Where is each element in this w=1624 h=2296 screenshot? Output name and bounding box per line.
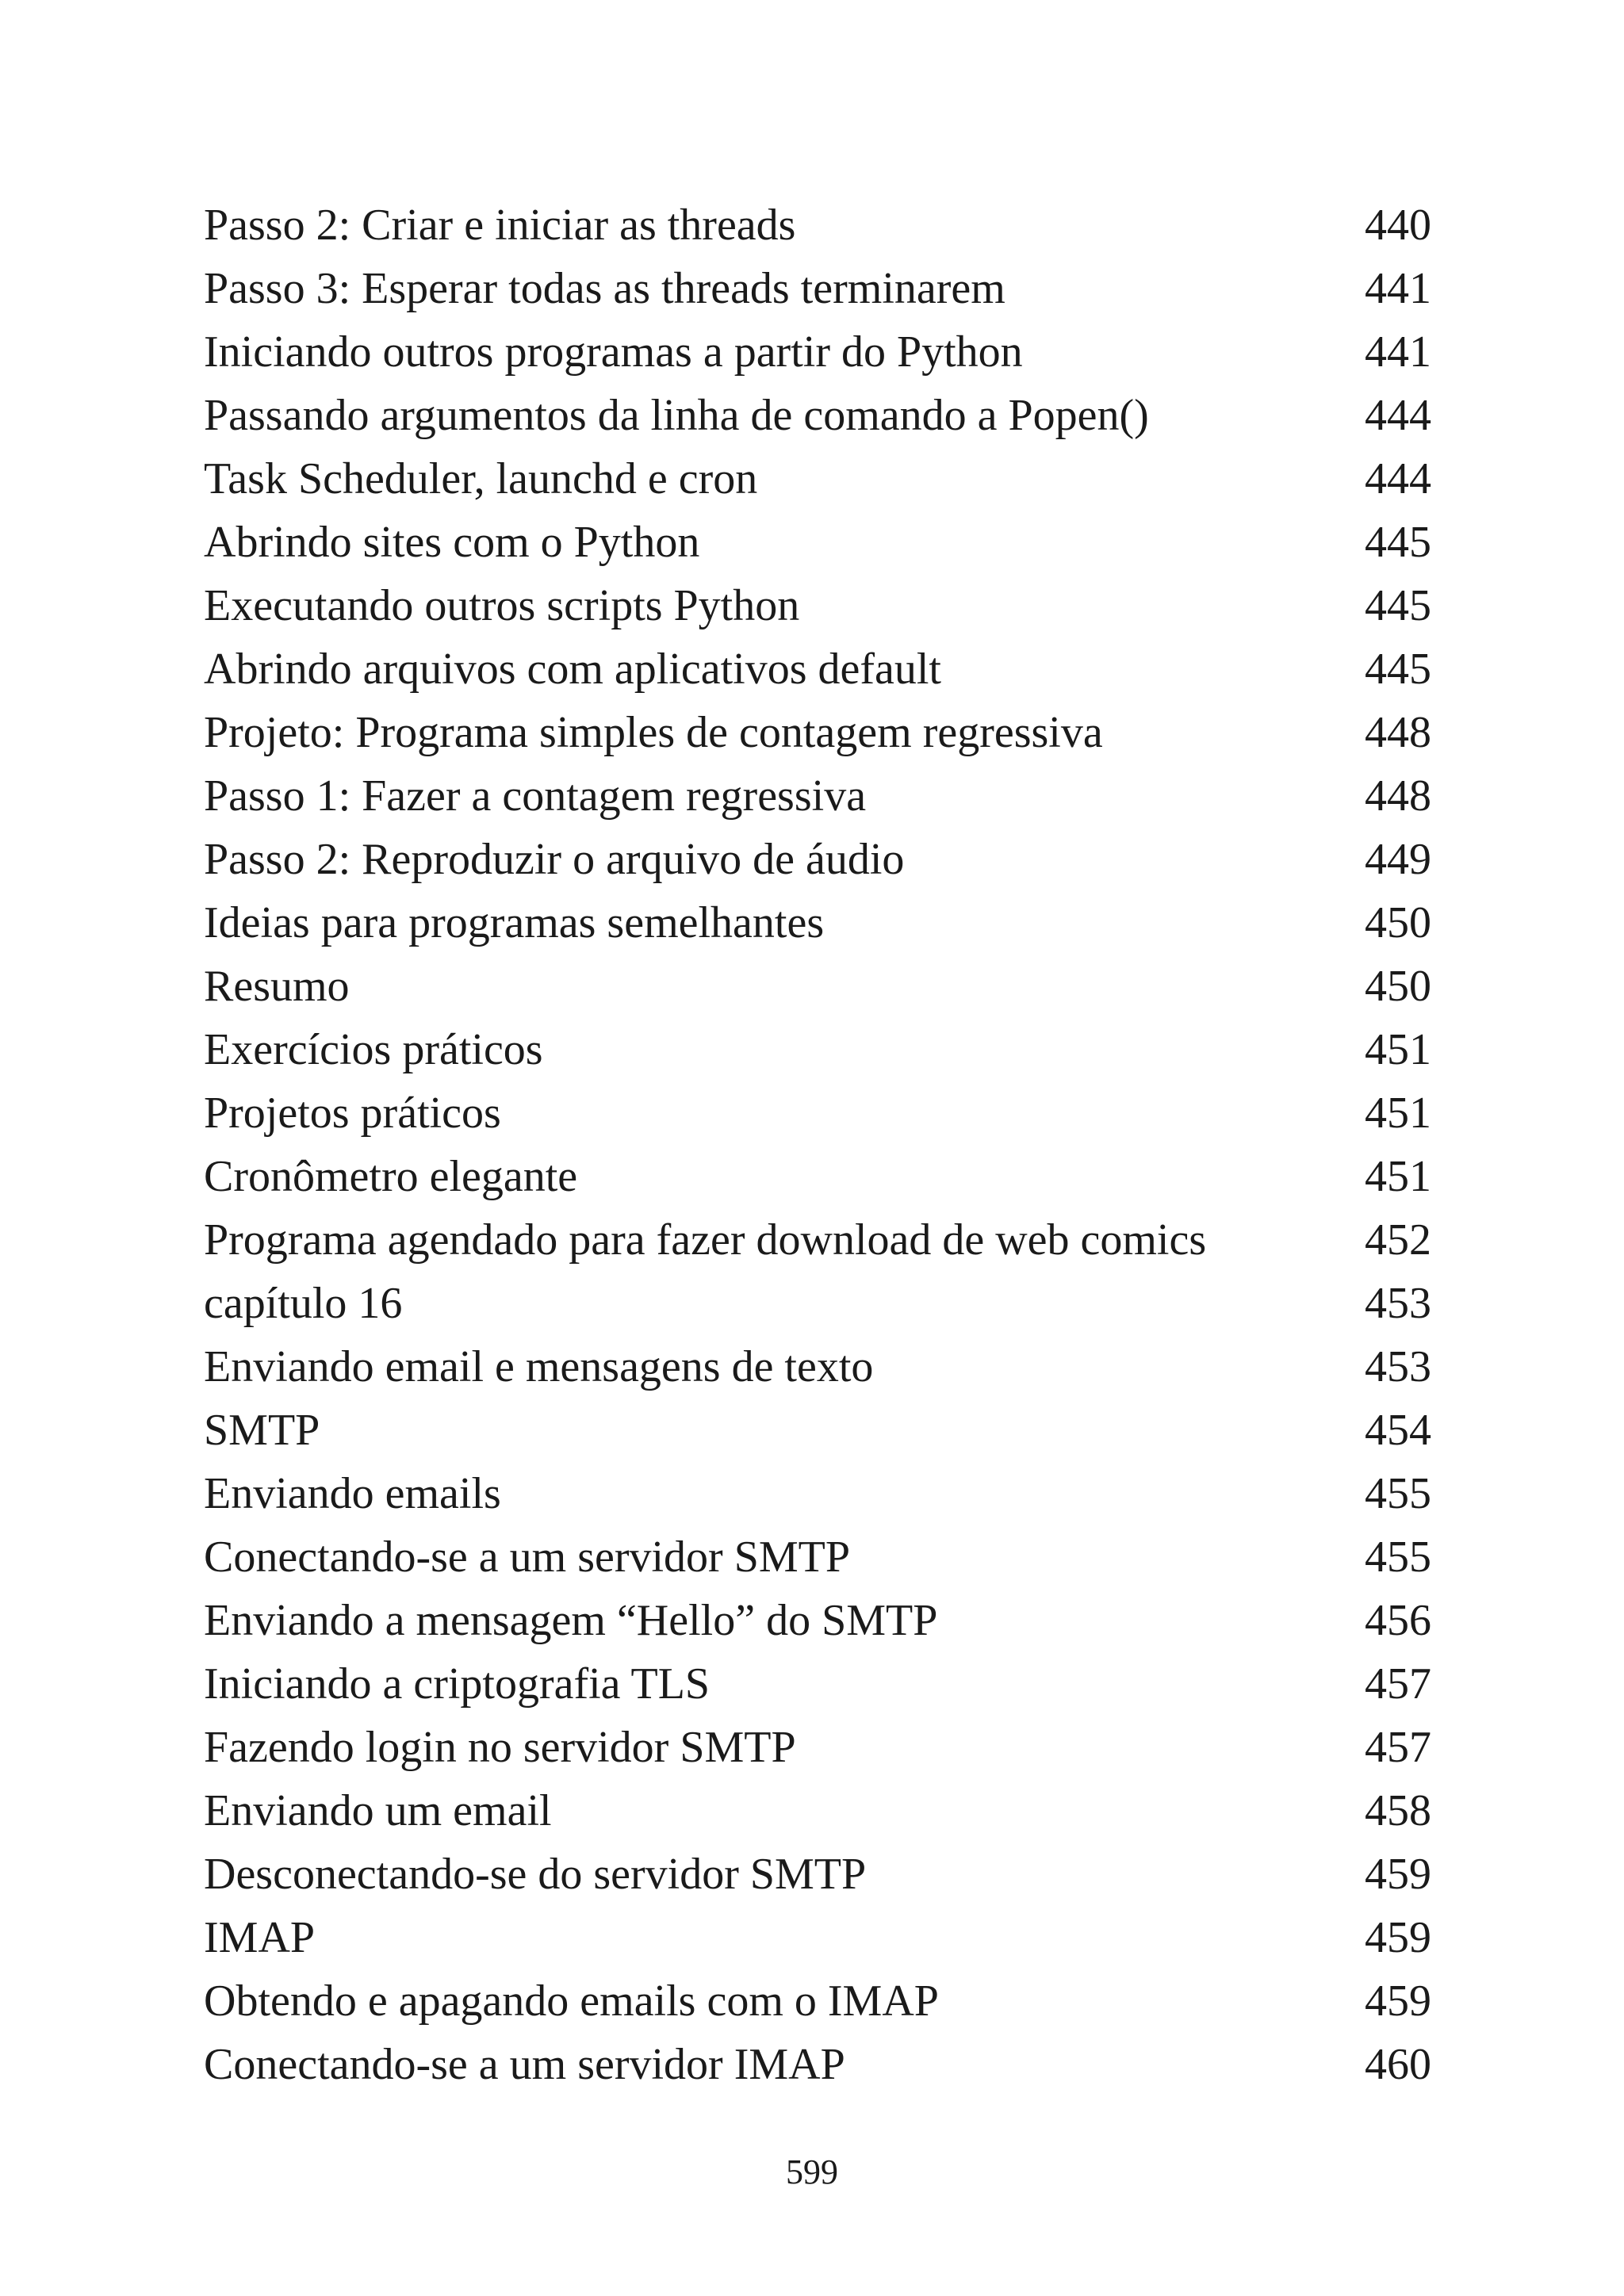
toc-entry[interactable] xyxy=(204,1525,1431,1589)
toc-entry[interactable] xyxy=(204,828,1431,891)
toc-entry-page: 453 xyxy=(1365,1279,1431,1328)
toc-entry-title: SMTP xyxy=(204,1406,320,1455)
toc-entry[interactable] xyxy=(204,1969,1431,2033)
toc-entry-title: capítulo 16 xyxy=(204,1279,403,1328)
toc-entry[interactable] xyxy=(204,1081,1431,1145)
toc-entry-title: Conectando-se a um servidor SMTP xyxy=(204,1533,850,1582)
toc-entry-title: Passando argumentos da linha de comando a Popen() xyxy=(204,391,1149,440)
toc-entry-page: 457 xyxy=(1365,1659,1431,1709)
toc-entry-title: Obtendo e apagando emails com o IMAP xyxy=(204,1976,939,2026)
toc-entry[interactable] xyxy=(204,320,1431,384)
toc-entry-title: Passo 2: Criar e iniciar as threads xyxy=(204,201,796,250)
toc-entry-page: 449 xyxy=(1365,835,1431,884)
toc-entry-title: Iniciando a criptografia TLS xyxy=(204,1659,710,1709)
toc-entry[interactable] xyxy=(204,891,1431,955)
toc-entry-page: 451 xyxy=(1365,1152,1431,1201)
toc-entry[interactable] xyxy=(204,1462,1431,1525)
toc-entry[interactable] xyxy=(204,511,1431,574)
toc-entry-title: Resumo xyxy=(204,962,350,1011)
toc-entry-title: Exercícios práticos xyxy=(204,1025,543,1074)
toc-entry[interactable] xyxy=(204,1272,1431,1335)
toc-entry-title: Passo 3: Esperar todas as threads terminarem xyxy=(204,264,1005,313)
toc-entry[interactable] xyxy=(204,1843,1431,1906)
toc-entry-title: Programa agendado para fazer download de web comics xyxy=(204,1215,1207,1265)
toc-entry-title: Ideias para programas semelhantes xyxy=(204,898,825,947)
toc-entry-title: Enviando emails xyxy=(204,1469,501,1518)
toc-entry-page: 457 xyxy=(1365,1723,1431,1772)
toc-entry-page: 448 xyxy=(1365,708,1431,757)
toc-entry-page: 456 xyxy=(1365,1596,1431,1645)
toc-entry-title: Executando outros scripts Python xyxy=(204,581,800,630)
toc-entry-title: Fazendo login no servidor SMTP xyxy=(204,1723,796,1772)
toc-entry[interactable] xyxy=(204,1716,1431,1779)
toc-entry-page: 460 xyxy=(1365,2040,1431,2089)
toc-entry[interactable] xyxy=(204,1589,1431,1652)
toc-entry[interactable] xyxy=(204,384,1431,447)
toc-entry-page: 448 xyxy=(1365,771,1431,821)
toc-entry[interactable] xyxy=(204,193,1431,257)
toc-entry[interactable] xyxy=(204,1145,1431,1208)
toc-entry[interactable] xyxy=(204,764,1431,828)
toc-entry-title: Abrindo sites com o Python xyxy=(204,518,700,567)
toc-entry-page: 455 xyxy=(1365,1469,1431,1518)
toc-entry-page: 441 xyxy=(1365,264,1431,313)
toc-entry-page: 452 xyxy=(1365,1215,1431,1265)
toc-entry-page: 445 xyxy=(1365,518,1431,567)
toc-entry[interactable] xyxy=(204,1018,1431,1081)
toc-entry-title: Task Scheduler, launchd e cron xyxy=(204,454,758,503)
toc-entry[interactable] xyxy=(204,1652,1431,1716)
toc-entry-page: 459 xyxy=(1365,1976,1431,2026)
toc-entry[interactable] xyxy=(204,1399,1431,1462)
page-number: 599 xyxy=(786,2152,838,2191)
toc-entry[interactable] xyxy=(204,1208,1431,1272)
toc-entry[interactable] xyxy=(204,2033,1431,2096)
toc-entry-page: 454 xyxy=(1365,1406,1431,1455)
toc-entry[interactable] xyxy=(204,701,1431,764)
toc-entry-title: Passo 2: Reproduzir o arquivo de áudio xyxy=(204,835,905,884)
table-of-contents xyxy=(204,193,1431,2096)
toc-entry-page: 445 xyxy=(1365,645,1431,694)
toc-entry-title: Desconectando-se do servidor SMTP xyxy=(204,1850,867,1899)
toc-entry[interactable] xyxy=(204,637,1431,701)
toc-entry-page: 450 xyxy=(1365,898,1431,947)
toc-entry[interactable] xyxy=(204,1779,1431,1843)
toc-entry-title: Projetos práticos xyxy=(204,1089,501,1138)
toc-entry-title: Conectando-se a um servidor IMAP xyxy=(204,2040,845,2089)
toc-entry[interactable] xyxy=(204,574,1431,637)
toc-entry-title: Cronômetro elegante xyxy=(204,1152,578,1201)
toc-entry[interactable] xyxy=(204,955,1431,1018)
toc-entry[interactable] xyxy=(204,447,1431,511)
toc-entry-title: Enviando a mensagem “Hello” do SMTP xyxy=(204,1596,938,1645)
toc-entry-page: 445 xyxy=(1365,581,1431,630)
toc-entry[interactable] xyxy=(204,1906,1431,1969)
toc-entry-page: 441 xyxy=(1365,327,1431,377)
toc-entry[interactable] xyxy=(204,1335,1431,1399)
toc-entry-page: 444 xyxy=(1365,391,1431,440)
toc-entry-title: Projeto: Programa simples de contagem regressiva xyxy=(204,708,1103,757)
toc-entry-page: 459 xyxy=(1365,1850,1431,1899)
toc-entry-title: IMAP xyxy=(204,1913,316,1962)
toc-entry-page: 453 xyxy=(1365,1342,1431,1391)
toc-entry-page: 444 xyxy=(1365,454,1431,503)
toc-entry[interactable] xyxy=(204,257,1431,320)
toc-entry-page: 459 xyxy=(1365,1913,1431,1962)
toc-entry-title: Enviando email e mensagens de texto xyxy=(204,1342,874,1391)
toc-entry-page: 455 xyxy=(1365,1533,1431,1582)
toc-entry-page: 451 xyxy=(1365,1089,1431,1138)
toc-entry-page: 440 xyxy=(1365,201,1431,250)
toc-entry-page: 450 xyxy=(1365,962,1431,1011)
toc-entry-page: 458 xyxy=(1365,1786,1431,1835)
toc-entry-title: Iniciando outros programas a partir do Python xyxy=(204,327,1023,377)
toc-entry-page: 451 xyxy=(1365,1025,1431,1074)
toc-entry-title: Passo 1: Fazer a contagem regressiva xyxy=(204,771,867,821)
toc-entry-title: Enviando um email xyxy=(204,1786,552,1835)
toc-entry-title: Abrindo arquivos com aplicativos default xyxy=(204,645,941,694)
